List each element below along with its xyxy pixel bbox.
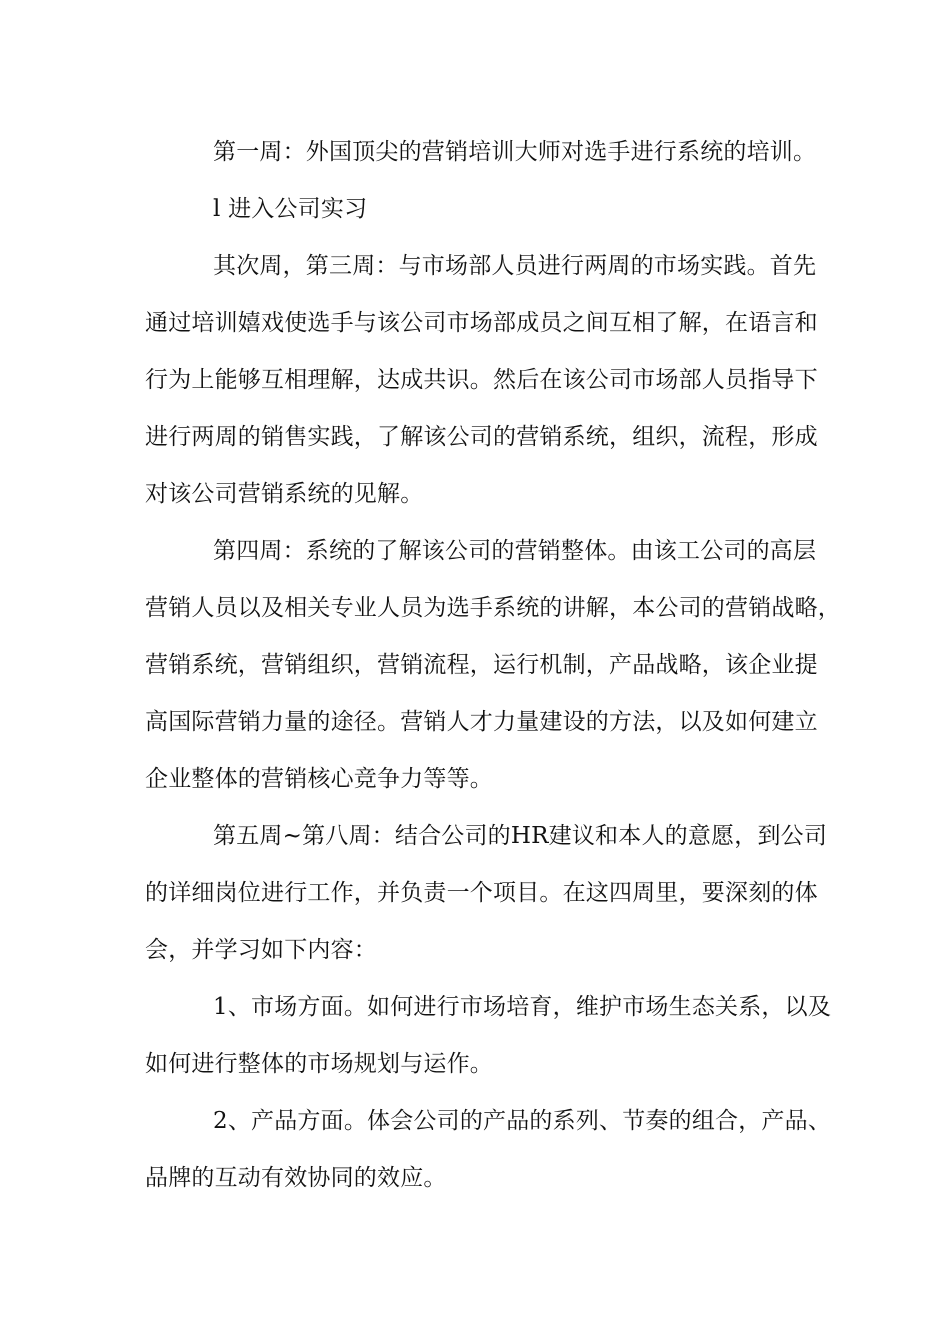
text-line: 第五周~第八周：结合公司的HR建议和本人的意愿，到公司 [213, 823, 828, 849]
text-line: 高国际营销力量的途径。营销人才力量建设的方法，以及如何建立 [145, 709, 818, 735]
text-line: 品牌的互动有效协同的效应。 [145, 1165, 447, 1191]
text-line: 如何进行整体的市场规划与运作。 [145, 1051, 493, 1077]
text-line: 营销系统，营销组织，营销流程，运行机制，产品战略，该企业提 [145, 652, 818, 678]
text-line: 第一周：外国顶尖的营销培训大师对选手进行系统的培训。 [213, 139, 817, 165]
text-line: 会，并学习如下内容： [145, 937, 377, 963]
text-line: 对该公司营销系统的见解。 [145, 481, 424, 507]
text-line: 进行两周的销售实践，了解该公司的营销系统，组织，流程，形成 [145, 424, 818, 450]
text-line: 的详细岗位进行工作，并负责一个项目。在这四周里，要深刻的体 [145, 880, 818, 906]
text-line: 1、市场方面。如何进行市场培育，维护市场生态关系，以及 [213, 994, 832, 1020]
text-line: 营销人员以及相关专业人员为选手系统的讲解，本公司的营销战略， [145, 595, 841, 621]
text-line: 通过培训嬉戏使选手与该公司市场部成员之间互相了解，在语言和 [145, 310, 818, 336]
text-line: l 进入公司实习 [213, 196, 368, 222]
text-line: 其次周，第三周：与市场部人员进行两周的市场实践。首先 [213, 253, 817, 279]
text-line: 2、产品方面。体会公司的产品的系列、节奏的组合，产品、 [213, 1108, 832, 1134]
text-line: 企业整体的营销核心竞争力等等。 [145, 766, 493, 792]
text-line: 第四周：系统的了解该公司的营销整体。由该工公司的高层 [213, 538, 817, 564]
text-line: 行为上能够互相理解，达成共识。然后在该公司市场部人员指导下 [145, 367, 818, 393]
